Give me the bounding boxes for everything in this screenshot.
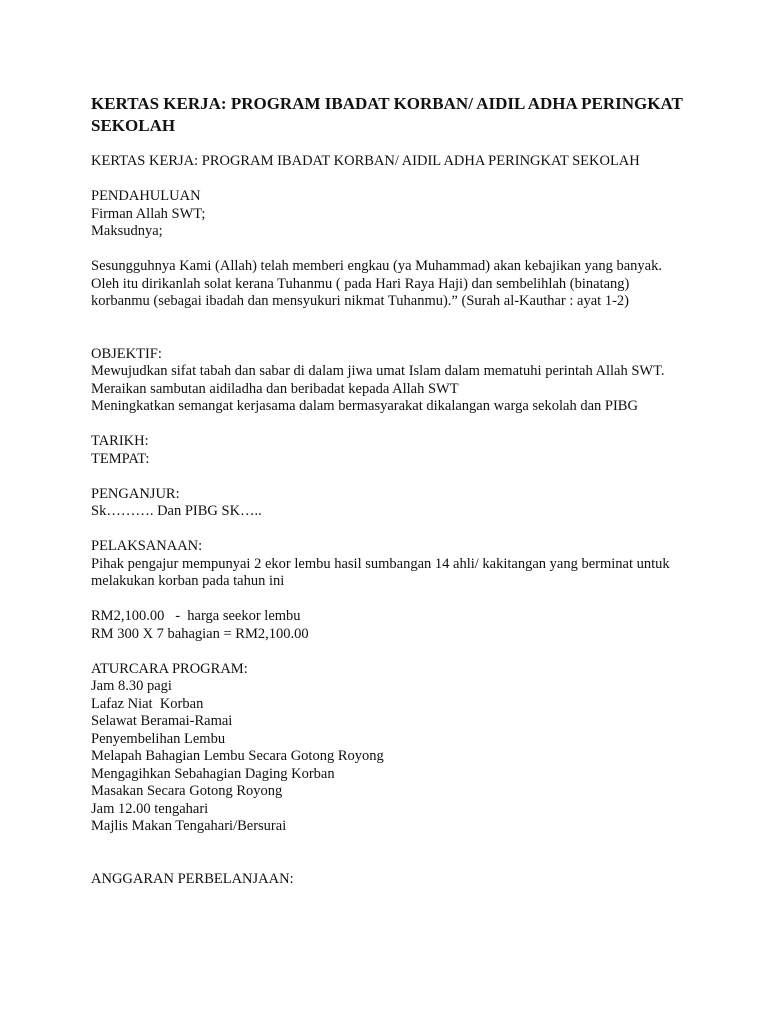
penganjur-heading: PENGANJUR:: [91, 485, 180, 502]
pendahuluan-line: Firman Allah SWT;: [91, 205, 206, 222]
aturcara-item: Jam 8.30 pagi: [91, 678, 172, 694]
objektif-item: Meningkatkan semangat kerjasama dalam bermasyarakat dikalangan warga sekolah dan PIBG: [91, 398, 638, 414]
aturcara-item: Jam 12.00 tengahari: [91, 800, 209, 817]
spacer: [91, 416, 691, 434]
objektif-item: Mewujudkan sifat tabah dan sabar di dalam jiwa umat Islam dalam mematuhi perintah Allah SWT.: [91, 363, 665, 379]
spacer: [91, 311, 691, 346]
document-page: [91, 93, 691, 888]
document-subtitle: KERTAS KERJA: PROGRAM IBADAT KORBAN/ AIDIL ADHA PERINGKAT SEKOLAH: [91, 153, 640, 169]
spacer: [91, 643, 691, 661]
aturcara-item: Penyembelihan Lembu: [91, 730, 226, 747]
pelaksanaan-text: Pihak pengajur mempunyai 2 ekor lembu hasil sumbangan 14 ahli/ kakitangan yang berminat untuk melakukan korban pada tahun ini: [91, 555, 670, 589]
price-line: RM2,100.00 - harga seekor lembu: [91, 608, 301, 624]
document-title: KERTAS KERJA: PROGRAM IBADAT KORBAN/ AIDIL ADHA PERINGKAT SEKOLAH: [91, 94, 683, 135]
objektif-heading: OBJEKTIF:: [91, 345, 162, 362]
aturcara-heading: ATURCARA PROGRAM:: [91, 660, 248, 677]
aturcara-item: Melapah Bahagian Lembu Secara Gotong Royong: [91, 748, 384, 764]
calculation-line: RM 300 X 7 bahagian = RM2,100.00: [91, 625, 309, 642]
spacer: [91, 171, 691, 189]
spacer: [91, 468, 691, 486]
tempat-label: TEMPAT:: [91, 450, 150, 467]
pendahuluan-line: Maksudnya;: [91, 223, 163, 239]
spacer: [91, 521, 691, 539]
aturcara-item: Mengagihkan Sebahagian Daging Korban: [91, 765, 335, 782]
objektif-item: Meraikan sambutan aidiladha dan beribadat kepada Allah SWT: [91, 380, 459, 397]
tarikh-label: TARIKH:: [91, 433, 149, 449]
aturcara-item: Lafaz Niat Korban: [91, 695, 204, 712]
pelaksanaan-heading: PELAKSANAAN:: [91, 538, 203, 554]
spacer: [91, 836, 691, 871]
spacer: [91, 591, 691, 609]
spacer: [91, 241, 691, 259]
quran-quote-paragraph: Sesungguhnya Kami (Allah) telah memberi engkau (ya Muhammad) akan kebajikan yang banyak. Oleh itu dirikanlah solat kerana Tuhanmu ( pada Hari Raya Haji) dan sembelihlah (binatang) korbanmu (sebagai ibadah dan mensyukuri nikmat Tuhanmu).” (Surah al-Kauthar : ayat 1-2): [91, 258, 662, 309]
aturcara-item: Masakan Secara Gotong Royong: [91, 783, 283, 799]
pendahuluan-heading: PENDAHULUAN: [91, 188, 201, 204]
aturcara-item: Majlis Makan Tengahari/Bersurai: [91, 818, 287, 834]
penganjur-value: Sk………. Dan PIBG SK…..: [91, 503, 262, 519]
anggaran-heading: ANGGARAN PERBELANJAAN:: [91, 870, 294, 887]
aturcara-item: Selawat Beramai-Ramai: [91, 713, 233, 729]
